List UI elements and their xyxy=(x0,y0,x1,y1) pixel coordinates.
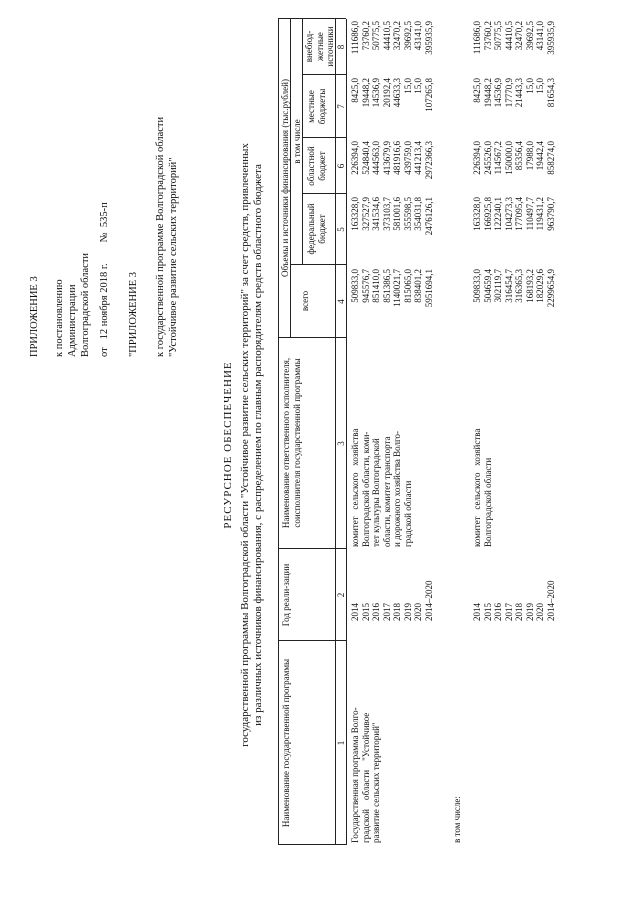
colnum-6: 6 xyxy=(336,163,346,169)
header-including: в том числе xyxy=(292,119,302,164)
federal-col-1: 163328,0 327527,9 341534,6 373103,7 581001,6 355598,5 354031,8 2476126,1 xyxy=(350,197,434,236)
colnum-2: 2 xyxy=(336,592,346,598)
title-line-2: из различных источников финансирования, с распределением по главным распорядителям средств областного бюджета xyxy=(252,164,264,726)
program-ref-2: "Устойчивое развитие сельских территорий" xyxy=(168,157,179,357)
years-col-1: 2014 2015 2016 2017 2018 2019 2020 2014–2020 xyxy=(350,580,434,621)
years-col-2: 2014 2015 2016 2017 2018 2019 2020 2014–2020 xyxy=(472,580,556,621)
including-label: в том числе: xyxy=(452,796,462,843)
colnum-4: 4 xyxy=(336,299,346,304)
header-total: всего xyxy=(300,290,310,312)
total-col-1: 509833,0 945576,7 851410,0 851386,5 1140021,7 815065,0 838401,2 5951694,1 xyxy=(350,269,434,308)
extra-col-2: 111686,0 73760,2 50775,5 44410,5 32470,2 39692,5 43141,0 395935,9 xyxy=(472,21,556,55)
regional-col-2: 226394,0 245526,0 114567,2 150000,0 85356,4 17988,0 19442,4 858274,0 xyxy=(472,141,556,175)
federal-col-2: 163328,0 166925,8 122240,1 104273,3 177095,4 110497,7 119431,2 963790,7 xyxy=(472,197,556,231)
extra-col-1: 111686,0 73760,2 50775,5 44410,5 32470,2 39692,5 43141,0 395935,9 xyxy=(350,21,434,55)
header-regional: областной бюджет xyxy=(306,146,327,186)
main-title: РЕСУРСНОЕ ОБЕСПЕЧЕНИЕ xyxy=(222,361,234,529)
header-volumes: Объемы и источники финансирования (тыс.рублей) xyxy=(280,79,290,277)
colnum-7: 7 xyxy=(336,104,346,109)
appendix-quoted: "ПРИЛОЖЕНИЕ 3 xyxy=(128,271,139,357)
colnum-8: 8 xyxy=(336,44,346,50)
administration: Администрации xyxy=(67,284,78,357)
to-resolution: к постановлению xyxy=(54,279,65,357)
header-extrabudget: внебюд-жетные источники xyxy=(304,26,335,67)
title-line-1: государственной программы Волгоградской области "Устойчивое развитие сельских территорий" за счет средств, привлеченных xyxy=(239,143,251,747)
executor-1: комитет сельского хозяйства Волгоградской области, коми- тет культуры Волгоградской области, комитет транспорта и дорожного хозяйства Волго- градской области xyxy=(350,428,413,547)
local-col-2: 8425,0 19448,2 14536,9 17770,9 21443,3 15,0 15,0 81654,3 xyxy=(472,78,556,108)
program-ref-1: к государственной программе Волгоградской области xyxy=(155,116,166,357)
program-name-cell: Государственная программа Волго- градской области "Устойчивое развитие сельских территорий" xyxy=(350,707,381,843)
colnum-3: 3 xyxy=(336,441,346,446)
colnum-5: 5 xyxy=(336,227,346,232)
colnum-1: 1 xyxy=(336,740,346,746)
total-col-2: 509833,0 504659,4 302119,7 316454,7 316365,3 168193,2 182029,6 2299654,9 xyxy=(472,269,556,308)
header-local: местные бюджеты xyxy=(306,88,327,125)
appendix-title: ПРИЛОЖЕНИЕ 3 xyxy=(29,276,40,357)
region: Волгоградской области xyxy=(80,252,91,357)
header-executor: Наименование ответственного исполнителя, соисполнителя государственной программы xyxy=(281,357,302,529)
header-program-name: Наименование государственной программы xyxy=(281,658,291,828)
date-line: от 12 ноября 2018 г. № 535-п xyxy=(99,202,110,357)
header-federal: федеральный бюджет xyxy=(306,203,327,255)
header-year: Год реали-зации xyxy=(281,563,291,627)
executor-2: комитет сельского хозяйства Волгоградской области xyxy=(472,428,493,547)
regional-col-1: 226394,0 524840,4 444563,0 413679,9 481916,6 439759,0 441213,4 2972366,3 xyxy=(350,141,434,180)
local-col-1: 8425,0 19448,2 14536,9 20192,4 44633,3 15,0 15,0 107265,8 xyxy=(350,78,434,112)
